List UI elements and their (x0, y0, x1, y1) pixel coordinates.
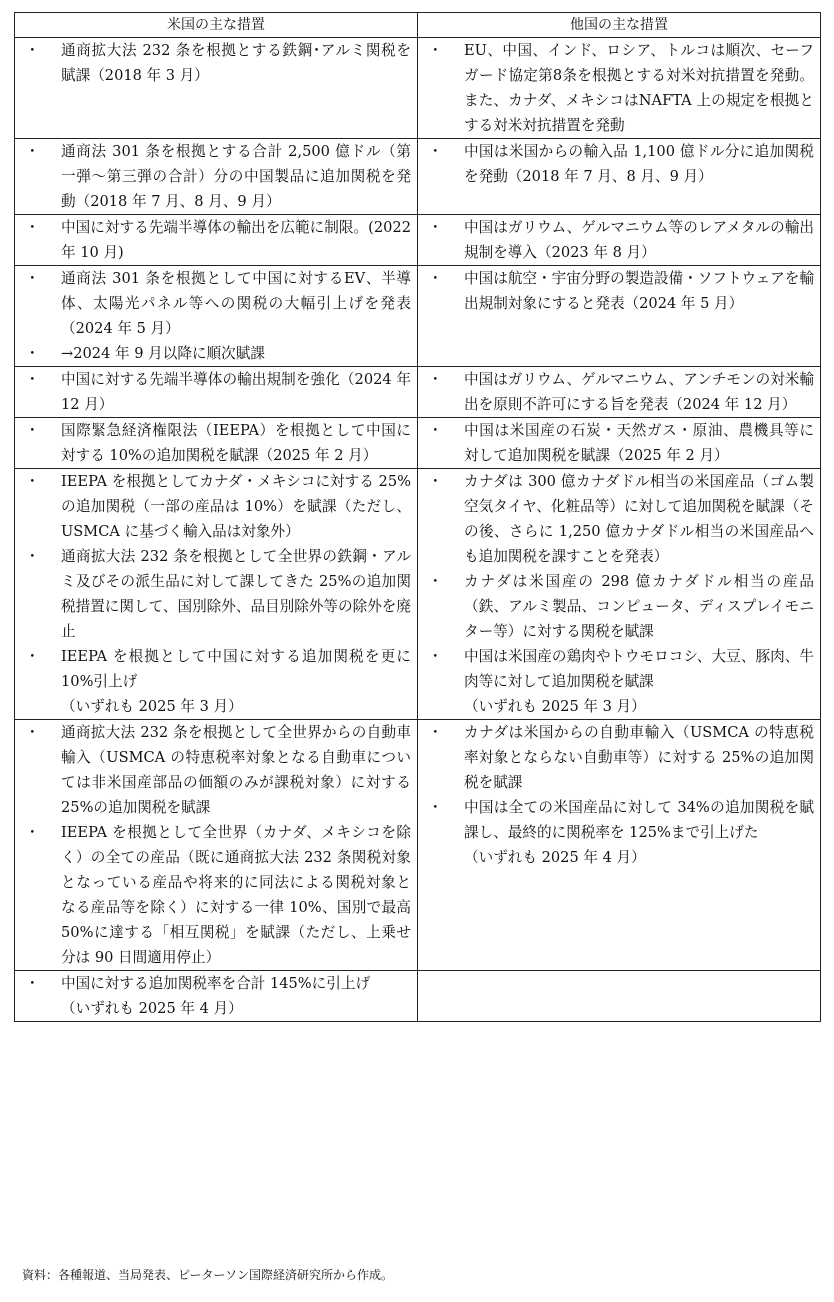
measure-text: 中国はガリウム、ゲルマニウム、アンチモンの対米輸出を原則不許可にする旨を発表（2024 年 12 月） (464, 371, 814, 413)
bullet-mark: ・ (428, 648, 443, 665)
measure-text: 中国はガリウム、ゲルマニウム等のレアメタルの輸出規制を導入（2023 年 8 月） (464, 219, 814, 261)
list-item (418, 139, 820, 189)
cell-other-measure (418, 139, 821, 215)
measure-text: 中国に対する先端半導体の輸出規制を強化（2024 年 12 月） (61, 371, 411, 413)
cell-us-measure (15, 215, 418, 266)
measure-text: →2024 年 9 月以降に順次賦課 (61, 345, 265, 362)
cell-other-measure (418, 38, 821, 139)
measure-text: 中国に対する先端半導体の輸出を広範に制限。(2022 年 10 月) (61, 219, 411, 261)
list-item (15, 418, 417, 468)
measure-text: 中国は全ての米国産品に対して 34%の追加関税を賦課し、最終的に関税率を 125%まで引上げた （いずれも 2025 年 4 月） (464, 799, 814, 866)
cell-us-measure (15, 720, 418, 971)
list-item (15, 644, 417, 719)
bullet-mark: ・ (25, 143, 40, 160)
measure-text: カナダは 300 億カナダドル相当の米国産品（ゴム製空気タイヤ、化粧品等）に対して追加関税を賦課（その後、さらに 1,250 億カナダドル相当の米国産品へも追加関税を課すことを発表） (464, 473, 814, 565)
bullet-mark: ・ (428, 724, 443, 741)
table-body (15, 38, 821, 1022)
list-item (15, 469, 417, 544)
list-item (418, 367, 820, 417)
list-item (15, 971, 417, 1021)
tariff-measures-table (14, 12, 821, 1022)
list-item (418, 266, 820, 316)
list-item (15, 139, 417, 214)
measure-text: 中国は米国産の石炭・天然ガス・原油、農機具等に対して追加関税を賦課（2025 年 2 月） (464, 422, 814, 464)
header-other-measures: 他国の主な措置 (418, 13, 821, 38)
list-item (15, 38, 417, 88)
table-header-row (15, 13, 821, 38)
measure-text: カナダは米国からの自動車輸入（USMCA の特恵税率対象とならない自動車等）に対する 25%の追加関税を賦課 (464, 724, 814, 791)
bullet-mark: ・ (25, 724, 40, 741)
bullet-mark: ・ (25, 975, 40, 992)
measure-text: IEEPA を根拠としてカナダ・メキシコに対する 25%の追加関税（一部の産品は 10%）を賦課（ただし、USMCA に基づく輸入品は対象外） (61, 473, 411, 540)
bullet-mark: ・ (25, 824, 40, 841)
header-us-measures: 米国の主な措置 (15, 13, 418, 38)
bullet-mark: ・ (428, 42, 443, 59)
source-note: 資料：各種報道、当局発表、ピーターソン国際経済研究所から作成。 (22, 1268, 394, 1282)
list-item (15, 720, 417, 820)
bullet-mark: ・ (25, 473, 40, 490)
cell-other-measure (418, 418, 821, 469)
cell-other-measure (418, 215, 821, 266)
measure-text: 通商法 301 条を根拠として中国に対するEV、半導体、太陽光パネル等への関税の大幅引上げを発表（2024 年 5 月） (61, 270, 411, 337)
list-item (418, 215, 820, 265)
table-row (15, 367, 821, 418)
measure-text: EU、中国、インド、ロシア、トルコは順次、セーフガード協定第8条を根拠とする対米対抗措置を発動。また、カナダ、メキシコはNAFTA 上の規定を根拠とする対米対抗措置を発動 (464, 42, 814, 134)
list-item (15, 215, 417, 265)
bullet-mark: ・ (25, 219, 40, 236)
table-row (15, 971, 821, 1022)
measure-text: カナダは米国産の 298 億カナダドル相当の産品（鉄、アルミ製品、コンピュータ、ディスプレイモニター等）に対する関税を賦課 (464, 573, 814, 640)
list-item (418, 795, 820, 870)
cell-us-measure (15, 139, 418, 215)
bullet-mark: ・ (428, 573, 443, 590)
list-item (15, 341, 417, 366)
cell-us-measure (15, 266, 418, 367)
list-item (418, 469, 820, 569)
table-row (15, 266, 821, 367)
measure-text: IEEPA を根拠として全世界（カナダ、メキシコを除く）の全ての産品（既に通商拡大法 232 条関税対象となっている産品や将来的に同法による関税対象となる産品等を除く）に対する一律 10%、国別で最高 50%に達する「相互関税」を賦課（ただし、上乗せ分は 90 日間適用停止） (61, 824, 411, 966)
cell-other-measure (418, 367, 821, 418)
table-row (15, 418, 821, 469)
table-row (15, 469, 821, 720)
measure-text: 通商拡大法 232 条を根拠とする鉄鋼･アルミ関税を賦課（2018 年 3 月） (61, 42, 411, 84)
bullet-mark: ・ (25, 422, 40, 439)
measure-text: 中国は航空・宇宙分野の製造設備・ソフトウェアを輸出規制対象にすると発表（2024 年 5 月） (464, 270, 814, 312)
measure-text: 通商拡大法 232 条を根拠として全世界の鉄鋼・アルミ及びその派生品に対して課してきた 25%の追加関税措置に関して、国別除外、品目別除外等の除外を廃止 (61, 548, 411, 640)
cell-other-measure (418, 971, 821, 1022)
table-row (15, 139, 821, 215)
cell-us-measure (15, 367, 418, 418)
measure-text: 通商法 301 条を根拠とする合計 2,500 億ドル（第一弾〜第三弾の合計）分の中国製品に追加関税を発動（2018 年 7 月、8 月、9 月） (61, 143, 411, 210)
bullet-mark: ・ (428, 422, 443, 439)
bullet-mark: ・ (25, 42, 40, 59)
bullet-mark: ・ (25, 270, 40, 287)
bullet-mark: ・ (428, 143, 443, 160)
bullet-mark: ・ (428, 799, 443, 816)
list-item (15, 820, 417, 970)
cell-other-measure (418, 720, 821, 971)
measure-text: 中国は米国からの輸入品 1,100 億ドル分に追加関税を発動（2018 年 7 月、8 月、9 月） (464, 143, 814, 185)
list-item (15, 367, 417, 417)
bullet-mark: ・ (25, 548, 40, 565)
list-item (418, 418, 820, 468)
cell-us-measure (15, 38, 418, 139)
table-row (15, 38, 821, 139)
measure-text: 中国は米国産の鶏肉やトウモロコシ、大豆、豚肉、牛肉等に対して追加関税を賦課 （いずれも 2025 年 3 月） (464, 648, 814, 715)
measure-text: IEEPA を根拠として中国に対する追加関税を更に 10%引上げ （いずれも 2025 年 3 月） (61, 648, 411, 715)
bullet-mark: ・ (25, 648, 40, 665)
bullet-mark: ・ (25, 345, 40, 362)
measure-text: 通商拡大法 232 条を根拠として全世界からの自動車輸入（USMCA の特恵税率対象となる自動車については非米国産部品の価額のみが課税対象）に対する 25%の追加関税を賦課 (61, 724, 411, 816)
bullet-mark: ・ (428, 473, 443, 490)
list-item (418, 569, 820, 644)
bullet-mark: ・ (428, 371, 443, 388)
list-item (418, 644, 820, 719)
cell-us-measure (15, 971, 418, 1022)
list-item (418, 38, 820, 138)
table-row (15, 215, 821, 266)
measure-text: 国際緊急経済権限法（IEEPA）を根拠として中国に対する 10%の追加関税を賦課（2025 年 2 月） (61, 422, 411, 464)
cell-other-measure (418, 469, 821, 720)
bullet-mark: ・ (428, 219, 443, 236)
list-item (418, 720, 820, 795)
bullet-mark: ・ (25, 371, 40, 388)
cell-us-measure (15, 418, 418, 469)
measure-text: 中国に対する追加関税率を合計 145%に引上げ （いずれも 2025 年 4 月） (61, 975, 371, 1017)
cell-us-measure (15, 469, 418, 720)
table-row (15, 720, 821, 971)
list-item (15, 266, 417, 341)
list-item (15, 544, 417, 644)
bullet-mark: ・ (428, 270, 443, 287)
cell-other-measure (418, 266, 821, 367)
comparison-table-container (14, 12, 820, 1022)
